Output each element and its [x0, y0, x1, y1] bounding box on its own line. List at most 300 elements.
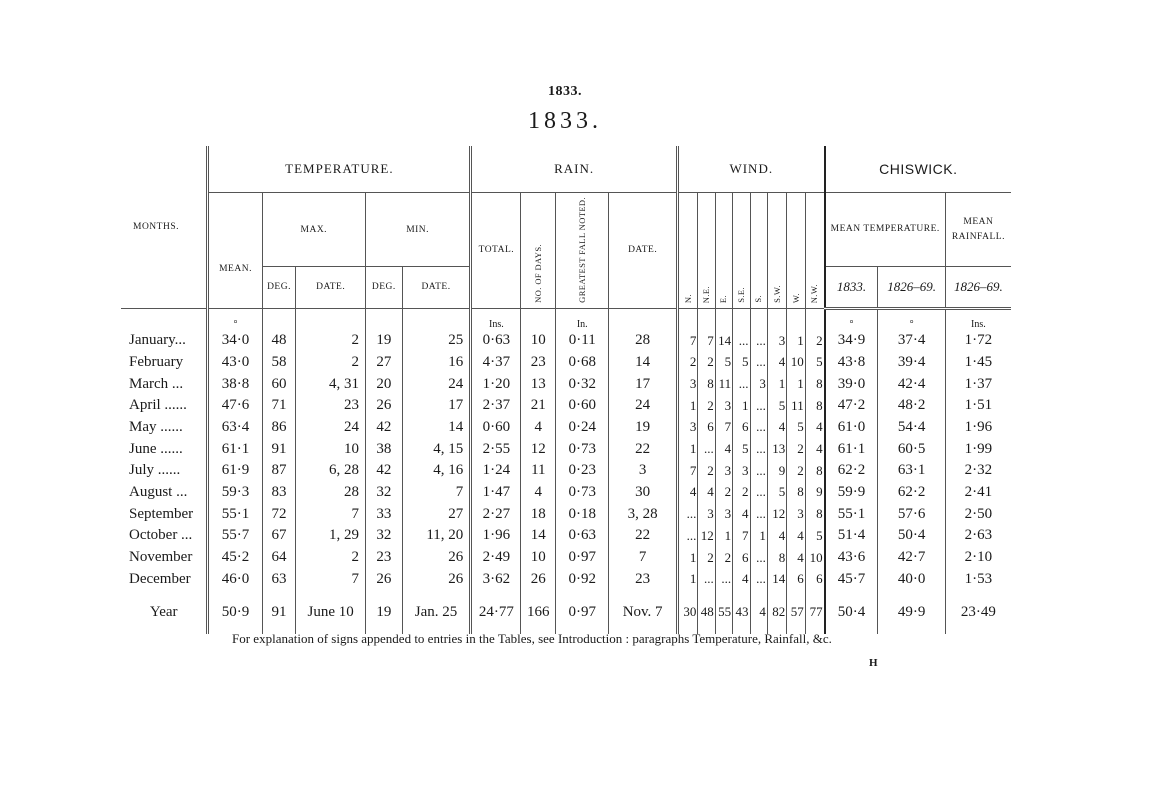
max-deg-header: DEG.: [262, 267, 296, 309]
year-cell-wind: 48: [698, 590, 715, 634]
cell-month: December: [129, 570, 191, 587]
cell-min-date: 25: [402, 330, 471, 352]
table-row: [121, 547, 1011, 569]
cell-wind: 14: [715, 330, 732, 352]
cell-max-date: 7: [296, 568, 366, 590]
cell-total: 2·27: [471, 503, 521, 525]
cell-days: 12: [521, 438, 556, 460]
unit-degree: °: [208, 308, 262, 330]
cell-wind: ...: [698, 438, 715, 460]
cell-date: 22: [609, 525, 678, 547]
cell-wind: 4: [805, 438, 824, 460]
cell-wind: ...: [750, 503, 767, 525]
cell-wind: 11: [715, 373, 732, 395]
cell-ch-long: 63·1: [878, 460, 946, 482]
cell-wind: ...: [677, 503, 697, 525]
cell-fall: 0·18: [556, 503, 609, 525]
cell-wind: 3: [733, 460, 750, 482]
cell-total: 0·60: [471, 417, 521, 439]
cell-month: August ...: [129, 483, 188, 500]
cell-min-deg: 26: [365, 568, 402, 590]
footnote: For explanation of signs appended to entries in the Tables, see Introduction : paragraphs Temperature, Rainfall, &c.: [232, 631, 832, 646]
temp-min-header: MIN.: [365, 193, 470, 267]
cell-min-deg: 32: [365, 482, 402, 504]
cell-ch-mean: 55·1: [825, 503, 878, 525]
cell-total: 2·49: [471, 547, 521, 569]
cell-ch-long: 42·4: [878, 373, 946, 395]
table-row: [121, 460, 1011, 482]
cell-date: 7: [609, 547, 678, 569]
cell-date: 19: [609, 417, 678, 439]
cell-wind: ...: [750, 547, 767, 569]
max-date-header: DATE.: [296, 267, 366, 309]
year-cell-wind: 77: [805, 590, 824, 634]
cell-ch-mean: 62·2: [825, 460, 878, 482]
cell-wind: 1: [733, 395, 750, 417]
page-signature-mark: H: [869, 657, 878, 669]
cell-days: 18: [521, 503, 556, 525]
cell-fall: 0·23: [556, 460, 609, 482]
unit-degree-chiswick: °: [825, 308, 878, 330]
year-cell-wind: 82: [767, 590, 786, 634]
cell-max-deg: 83: [262, 482, 296, 504]
cell-wind: 12: [767, 503, 786, 525]
year-cell-max-deg: 91: [262, 590, 296, 634]
year-cell-label: Year: [149, 603, 178, 620]
cell-total: 1·20: [471, 373, 521, 395]
cell-month: January...: [129, 332, 186, 349]
cell-wind: 2: [787, 460, 805, 482]
rain-days-header: NO. OF DAYS.: [521, 193, 556, 309]
year-cell-wind: 30: [677, 590, 697, 634]
cell-ch-rain: 1·37: [945, 373, 1011, 395]
cell-mean: 55·1: [208, 503, 262, 525]
cell-min-date: 7: [402, 482, 471, 504]
table-row: [121, 503, 1011, 525]
cell-wind: 2: [733, 482, 750, 504]
cell-date: 28: [609, 330, 678, 352]
cell-wind: 4: [805, 417, 824, 439]
cell-wind: ...: [733, 330, 750, 352]
cell-ch-long: 37·4: [878, 330, 946, 352]
cell-max-deg: 63: [262, 568, 296, 590]
table-row: [121, 482, 1011, 504]
rain-header: RAIN.: [471, 146, 678, 193]
cell-wind: 8: [805, 395, 824, 417]
year-cell-days: 166: [521, 590, 556, 634]
cell-wind: ...: [750, 482, 767, 504]
table-row: [121, 330, 1011, 352]
cell-fall: 0·73: [556, 482, 609, 504]
cell-wind: 7: [715, 417, 732, 439]
cell-wind: 6: [698, 417, 715, 439]
wind-ne-header: N.E.: [698, 193, 715, 309]
chiswick-mean-rain-header: MEAN RAINFALL.: [945, 193, 1011, 267]
cell-ch-mean: 51·4: [825, 525, 878, 547]
cell-ch-long: 50·4: [878, 525, 946, 547]
cell-wind: 1: [767, 373, 786, 395]
cell-ch-mean: 43·8: [825, 352, 878, 374]
cell-wind: 4: [733, 503, 750, 525]
cell-wind: 8: [805, 503, 824, 525]
cell-wind: 2: [698, 547, 715, 569]
cell-wind: 6: [805, 568, 824, 590]
cell-wind: 9: [767, 460, 786, 482]
cell-ch-long: 39·4: [878, 352, 946, 374]
cell-total: 0·63: [471, 330, 521, 352]
unit-degree-longterm: °: [878, 308, 946, 330]
cell-ch-long: 42·7: [878, 547, 946, 569]
cell-min-date: 27: [402, 503, 471, 525]
table-row: [121, 568, 1011, 590]
wind-nw-header: N.W.: [805, 193, 824, 309]
cell-wind: 5: [715, 352, 732, 374]
cell-month: July ......: [129, 462, 181, 479]
cell-wind: 6: [787, 568, 805, 590]
temp-max-header: MAX.: [262, 193, 365, 267]
cell-max-date: 1, 29: [296, 525, 366, 547]
cell-days: 4: [521, 417, 556, 439]
cell-max-deg: 72: [262, 503, 296, 525]
cell-date: 22: [609, 438, 678, 460]
cell-wind: 1: [787, 373, 805, 395]
cell-wind: 8: [805, 373, 824, 395]
cell-total: 3·62: [471, 568, 521, 590]
min-date-header: DATE.: [402, 267, 471, 309]
cell-wind: 3: [715, 460, 732, 482]
cell-fall: 0·32: [556, 373, 609, 395]
cell-month: February: [129, 353, 184, 370]
cell-wind: 2: [698, 352, 715, 374]
year-cell-wind: 4: [750, 590, 767, 634]
cell-mean: 61·9: [208, 460, 262, 482]
cell-total: 1·47: [471, 482, 521, 504]
cell-wind: 8: [787, 482, 805, 504]
cell-wind: 7: [733, 525, 750, 547]
unit-inches-chiswick: Ins.: [945, 308, 1011, 330]
cell-total: 1·24: [471, 460, 521, 482]
cell-fall: 0·97: [556, 547, 609, 569]
year-cell-wind: 43: [733, 590, 750, 634]
cell-max-date: 23: [296, 395, 366, 417]
cell-min-date: 26: [402, 568, 471, 590]
cell-wind: 5: [733, 438, 750, 460]
cell-month: September: [129, 505, 194, 522]
page-heading-large: 1833.: [528, 108, 602, 134]
cell-max-date: 2: [296, 352, 366, 374]
cell-days: 10: [521, 547, 556, 569]
cell-wind: 3: [787, 503, 805, 525]
cell-days: 14: [521, 525, 556, 547]
cell-wind: 1: [787, 330, 805, 352]
cell-mean: 61·1: [208, 438, 262, 460]
cell-wind: 5: [767, 395, 786, 417]
year-cell-mean: 50·9: [208, 590, 262, 634]
cell-max-deg: 48: [262, 330, 296, 352]
cell-month: October ...: [129, 527, 193, 544]
cell-mean: 59·3: [208, 482, 262, 504]
cell-ch-rain: 1·72: [945, 330, 1011, 352]
cell-month: April ......: [129, 397, 187, 414]
cell-min-deg: 42: [365, 460, 402, 482]
cell-wind: 3: [677, 373, 697, 395]
months-header: MONTHS.: [121, 146, 208, 308]
cell-min-date: 11, 20: [402, 525, 471, 547]
cell-fall: 0·24: [556, 417, 609, 439]
cell-wind: ...: [750, 395, 767, 417]
temp-mean-header: MEAN.: [208, 193, 262, 309]
cell-wind: 1: [715, 525, 732, 547]
cell-days: 23: [521, 352, 556, 374]
cell-mean: 43·0: [208, 352, 262, 374]
cell-fall: 0·92: [556, 568, 609, 590]
table-row: [121, 352, 1011, 374]
cell-wind: 3: [698, 503, 715, 525]
cell-wind: 9: [805, 482, 824, 504]
cell-mean: 34·0: [208, 330, 262, 352]
cell-days: 11: [521, 460, 556, 482]
cell-min-deg: 42: [365, 417, 402, 439]
cell-date: 17: [609, 373, 678, 395]
chiswick-header: CHISWICK.: [825, 146, 1011, 193]
cell-max-deg: 60: [262, 373, 296, 395]
cell-ch-rain: 2·10: [945, 547, 1011, 569]
cell-wind: 13: [767, 438, 786, 460]
cell-date: 14: [609, 352, 678, 374]
min-deg-header: DEG.: [365, 267, 402, 309]
cell-date: 23: [609, 568, 678, 590]
cell-wind: 10: [805, 547, 824, 569]
table-row: [121, 373, 1011, 395]
cell-ch-rain: 1·51: [945, 395, 1011, 417]
cell-wind: 2: [698, 395, 715, 417]
cell-wind: 2: [805, 330, 824, 352]
cell-wind: 6: [733, 547, 750, 569]
cell-max-deg: 58: [262, 352, 296, 374]
cell-wind: ...: [750, 352, 767, 374]
cell-ch-mean: 43·6: [825, 547, 878, 569]
year-cell-max-date: June 10: [296, 590, 366, 634]
cell-wind: 8: [698, 373, 715, 395]
cell-max-deg: 86: [262, 417, 296, 439]
cell-month: May ......: [129, 418, 183, 435]
cell-ch-long: 60·5: [878, 438, 946, 460]
year-cell-date: Nov. 7: [609, 590, 678, 634]
cell-wind: 3: [750, 373, 767, 395]
cell-ch-long: 62·2: [878, 482, 946, 504]
cell-ch-rain: 1·53: [945, 568, 1011, 590]
cell-month: November: [129, 549, 193, 566]
cell-min-deg: 27: [365, 352, 402, 374]
year-total-row: [121, 590, 1011, 634]
cell-ch-long: 40·0: [878, 568, 946, 590]
cell-wind: 6: [733, 417, 750, 439]
cell-min-deg: 32: [365, 525, 402, 547]
cell-ch-long: 54·4: [878, 417, 946, 439]
chiswick-mean-temp-header: MEAN TEMPERATURE.: [825, 193, 946, 267]
cell-wind: 7: [677, 330, 697, 352]
cell-ch-rain: 1·99: [945, 438, 1011, 460]
cell-wind: 3: [767, 330, 786, 352]
cell-ch-long: 57·6: [878, 503, 946, 525]
table-row: [121, 395, 1011, 417]
cell-days: 13: [521, 373, 556, 395]
cell-total: 2·55: [471, 438, 521, 460]
cell-wind: ...: [715, 568, 732, 590]
cell-wind: 2: [677, 352, 697, 374]
year-cell-wind: 57: [787, 590, 805, 634]
cell-days: 21: [521, 395, 556, 417]
cell-wind: 5: [767, 482, 786, 504]
cell-wind: 8: [805, 460, 824, 482]
cell-wind: 4: [733, 568, 750, 590]
cell-ch-mean: 34·9: [825, 330, 878, 352]
cell-wind: ...: [750, 330, 767, 352]
cell-month: June ......: [129, 440, 183, 457]
cell-wind: ...: [750, 438, 767, 460]
wind-sw-header: S.W.: [767, 193, 786, 309]
table-row: [121, 525, 1011, 547]
cell-ch-rain: 2·41: [945, 482, 1011, 504]
cell-fall: 0·73: [556, 438, 609, 460]
cell-wind: 4: [767, 352, 786, 374]
cell-min-deg: 26: [365, 395, 402, 417]
cell-min-date: 17: [402, 395, 471, 417]
cell-ch-mean: 59·9: [825, 482, 878, 504]
cell-mean: 45·2: [208, 547, 262, 569]
cell-wind: 10: [787, 352, 805, 374]
cell-wind: 4: [715, 438, 732, 460]
cell-max-deg: 87: [262, 460, 296, 482]
cell-wind: 2: [698, 460, 715, 482]
cell-min-date: 4, 16: [402, 460, 471, 482]
cell-min-deg: 33: [365, 503, 402, 525]
cell-date: 30: [609, 482, 678, 504]
rain-date-header: DATE.: [609, 193, 678, 309]
cell-ch-rain: 2·50: [945, 503, 1011, 525]
cell-wind: 4: [767, 417, 786, 439]
cell-total: 2·37: [471, 395, 521, 417]
cell-max-date: 24: [296, 417, 366, 439]
cell-ch-mean: 61·1: [825, 438, 878, 460]
cell-mean: 38·8: [208, 373, 262, 395]
table-row: [121, 417, 1011, 439]
cell-ch-rain: 1·45: [945, 352, 1011, 374]
cell-min-date: 26: [402, 547, 471, 569]
cell-fall: 0·68: [556, 352, 609, 374]
cell-min-deg: 38: [365, 438, 402, 460]
cell-wind: 7: [677, 460, 697, 482]
cell-month: March ...: [129, 375, 184, 392]
cell-wind: 4: [677, 482, 697, 504]
wind-n-header: N.: [677, 193, 697, 309]
cell-wind: 2: [715, 547, 732, 569]
cell-wind: 4: [787, 525, 805, 547]
cell-min-deg: 19: [365, 330, 402, 352]
cell-days: 10: [521, 330, 556, 352]
cell-wind: 1: [750, 525, 767, 547]
cell-max-deg: 67: [262, 525, 296, 547]
cell-mean: 47·6: [208, 395, 262, 417]
cell-wind: 1: [677, 547, 697, 569]
cell-wind: ...: [733, 373, 750, 395]
cell-max-date: 7: [296, 503, 366, 525]
cell-wind: 5: [805, 525, 824, 547]
cell-wind: ...: [677, 525, 697, 547]
cell-max-date: 10: [296, 438, 366, 460]
cell-date: 24: [609, 395, 678, 417]
cell-max-date: 2: [296, 547, 366, 569]
cell-wind: ...: [750, 417, 767, 439]
cell-wind: 5: [787, 417, 805, 439]
table-row: [121, 438, 1011, 460]
rain-greatest-fall-header: GREATEST FALL NOTED.: [556, 193, 609, 309]
cell-wind: 7: [698, 330, 715, 352]
cell-wind: ...: [750, 460, 767, 482]
cell-fall: 0·63: [556, 525, 609, 547]
cell-ch-mean: 45·7: [825, 568, 878, 590]
cell-fall: 0·60: [556, 395, 609, 417]
chiswick-rain-range-header: 1826–69.: [945, 267, 1011, 309]
unit-inch: In.: [556, 308, 609, 330]
cell-ch-rain: 2·63: [945, 525, 1011, 547]
cell-min-date: 14: [402, 417, 471, 439]
cell-total: 4·37: [471, 352, 521, 374]
cell-ch-long: 48·2: [878, 395, 946, 417]
year-cell-wind: 55: [715, 590, 732, 634]
cell-max-date: 28: [296, 482, 366, 504]
wind-se-header: S.E.: [733, 193, 750, 309]
cell-ch-rain: 2·32: [945, 460, 1011, 482]
cell-max-deg: 91: [262, 438, 296, 460]
cell-days: 4: [521, 482, 556, 504]
cell-min-date: 16: [402, 352, 471, 374]
unit-inches: Ins.: [471, 308, 521, 330]
page-heading-small: 1833.: [548, 84, 582, 99]
cell-wind: ...: [698, 568, 715, 590]
year-cell-fall: 0·97: [556, 590, 609, 634]
wind-e-header: E.: [715, 193, 732, 309]
year-cell-min-deg: 19: [365, 590, 402, 634]
cell-min-date: 24: [402, 373, 471, 395]
cell-ch-mean: 47·2: [825, 395, 878, 417]
cell-max-date: 2: [296, 330, 366, 352]
weather-table: [121, 146, 1011, 634]
cell-wind: 5: [805, 352, 824, 374]
cell-wind: 5: [733, 352, 750, 374]
cell-mean: 46·0: [208, 568, 262, 590]
cell-wind: 1: [677, 438, 697, 460]
cell-date: 3, 28: [609, 503, 678, 525]
cell-min-date: 4, 15: [402, 438, 471, 460]
cell-ch-mean: 61·0: [825, 417, 878, 439]
temperature-header: TEMPERATURE.: [208, 146, 471, 193]
cell-fall: 0·11: [556, 330, 609, 352]
cell-wind: 12: [698, 525, 715, 547]
cell-wind: 1: [677, 568, 697, 590]
year-cell-ch-mean: 50·4: [825, 590, 878, 634]
cell-wind: 4: [767, 525, 786, 547]
cell-min-deg: 20: [365, 373, 402, 395]
cell-date: 3: [609, 460, 678, 482]
cell-total: 1·96: [471, 525, 521, 547]
cell-wind: 11: [787, 395, 805, 417]
cell-wind: 2: [787, 438, 805, 460]
cell-mean: 55·7: [208, 525, 262, 547]
rain-total-header: TOTAL.: [471, 193, 521, 309]
cell-mean: 63·4: [208, 417, 262, 439]
cell-wind: 1: [677, 395, 697, 417]
